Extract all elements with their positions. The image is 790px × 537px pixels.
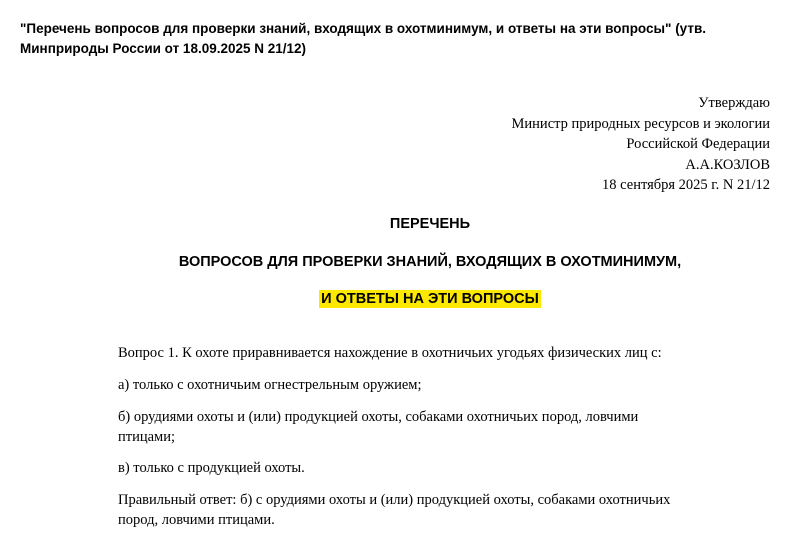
approval-word: Утверждаю <box>698 95 770 111</box>
document-title-line-1 <box>0 214 790 234</box>
answer-line-2: пород, ловчими птицами. <box>118 512 275 528</box>
option-a: а) только с охотничьим огнестрельным оружием; <box>118 377 422 393</box>
highlighted-title-text: И ОТВЕТЫ НА ЭТИ ВОПРОСЫ <box>321 291 539 307</box>
title-text-1: ПЕРЕЧЕНЬ <box>389 216 471 232</box>
question-text: Вопрос 1. К охоте приравнивается нахождение в охотничьих угодьях физических лиц с: <box>118 345 662 361</box>
option-c: в) только с продукцией охоты. <box>118 460 305 476</box>
document-header-line-1: "Перечень вопросов для проверки знаний, входящих в охотминимум, и ответы на эти вопросы" (утв. <box>20 21 707 36</box>
title-text-2: ВОПРОСОВ ДЛЯ ПРОВЕРКИ ЗНАНИЙ, ВХОДЯЩИХ В ОХОТМИНИМУМ, <box>178 254 682 270</box>
document-header-line-2: Минприроды России от 18.09.2025 N 21/12) <box>20 41 307 56</box>
document-title-line-3 <box>0 289 790 309</box>
option-b-line-2: птицами; <box>118 429 176 445</box>
approval-signatory: А.А.КОЗЛОВ <box>685 156 770 173</box>
document-title-line-2 <box>0 252 790 272</box>
answer-line-1: Правильный ответ: б) с орудиями охоты и (или) продукцией охоты, собаками охотничьих <box>118 492 671 508</box>
approval-country: Российской Федерации <box>626 136 770 152</box>
approval-block <box>512 93 770 196</box>
option-b-line-1: б) орудиями охоты и (или) продукцией охоты, собаками охотничьих пород, ловчими <box>118 409 639 425</box>
approval-date: 18 сентября 2025 г. N 21/12 <box>602 177 770 193</box>
approval-position: Министр природных ресурсов и экологии <box>511 115 770 132</box>
